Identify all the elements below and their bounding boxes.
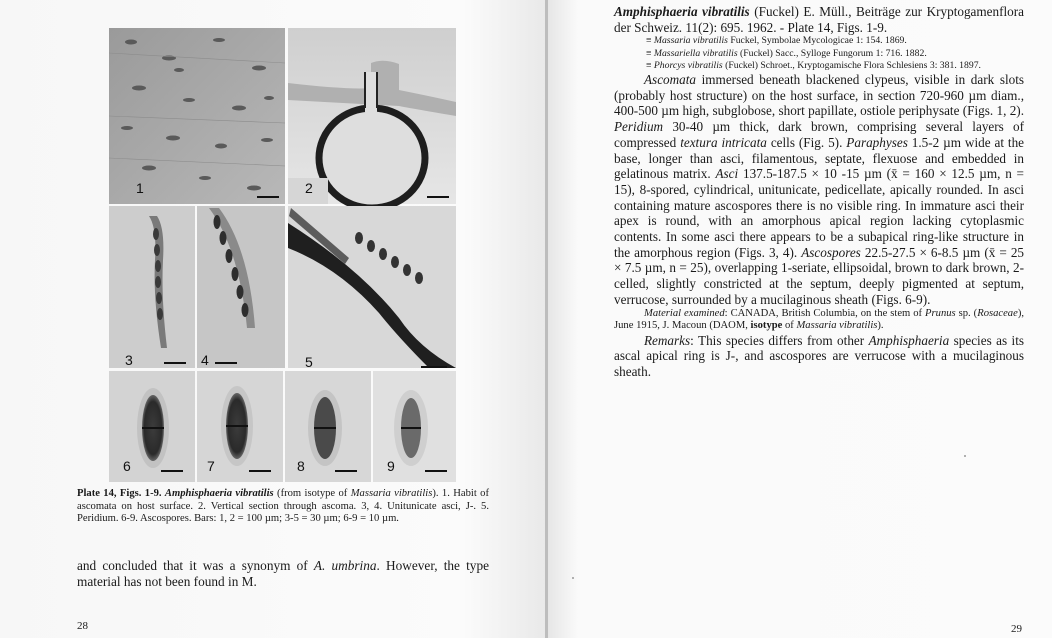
species-heading [614,4,1024,35]
panel-2-ascoma-section [288,28,456,208]
panel-label-7: 7 [207,458,215,474]
scale-bar-5 [421,366,447,368]
material-text: ), June 1915, J. Macoun (DAOM, [614,307,1024,332]
peridium-texture: textura intricata [680,134,767,150]
heading-species: Amphisphaeria vibratilis [614,4,750,19]
synonym-name: Phorcys vibratilis [653,59,723,71]
panel-label-5: 5 [305,354,313,370]
panel-9-ascospore [373,371,456,482]
paraphyses-label: Paraphyses [846,134,908,150]
panel-4-ascus [197,206,285,368]
scale-bar-4 [215,362,237,364]
synonym-1 [614,35,1024,47]
remarks [614,333,1024,380]
panel-label-8: 8 [297,458,305,474]
material-text: sp. ( [958,307,978,319]
peridium-label: Peridium [614,119,664,135]
caption-species: Amphisphaeria vibratilis [164,488,274,499]
scale-bar-8 [335,470,357,472]
page-number-right: 29 [1011,623,1022,635]
panel-label-4: 4 [201,352,209,368]
remarks-genus: Amphisphaeria [868,332,950,348]
plate-figure [109,28,456,482]
material-host: Prunus [925,307,956,319]
scale-bar-1 [257,196,279,198]
heading-authority: (Fuckel) E. Müll., Beiträge zur Kryptogamenflora der Schweiz. 11(2): 695. 1962. - Plate 14, Figs. 1-9. [614,4,1025,35]
synonym-sign: ≡ [646,59,652,71]
peridium-text-end: cells (Fig. 5). [770,134,843,150]
ascomata-text: immersed beneath blackened clypeus, visible in dark slots (probably host structure) on the host surface, in section 720-960 µm diam., 400-500 µm high, subglobose, short papillate, ostiole periphysate (Figs. 1, 2). [614,72,1025,119]
panel-1-host-surface [109,28,285,204]
page-speck [964,455,966,457]
material-examined [614,308,1024,333]
scale-bar-9 [425,470,447,472]
synonym-3 [614,60,1024,72]
material-text: : CANADA, British Columbia, on the stem of [724,307,923,319]
remarks-text: species as its ascal apical ring is J-, and ascospores are verrucose with a mucilaginous sheath. [614,332,1025,380]
synonym-citation: (Fuckel) Sacc., Sylloge Fungorum 1: 716. 1882. [740,47,927,59]
panel-6-ascospore [109,371,195,482]
panel-label-6: 6 [123,458,131,474]
panel-label-1: 1 [136,180,144,196]
synonym-name: Massaria vibratilis [653,35,728,47]
panel-label-2: 2 [305,180,313,196]
material-text: of [784,320,794,332]
peridium-text: 30-40 µm thick, dark brown, comprising several layers of compressed [614,119,1024,150]
figure-caption [77,488,489,526]
right-page [548,0,1052,638]
synonym-2 [614,48,1024,60]
panel-3-ascus [109,206,195,368]
asci-text: 137.5-187.5 × 10 -15 µm (x̄ = 160 × 12.5 µm, n = 15), 8-spored, cylindrical, unitunicate, pedicellate, apically rounded. In asci containing mature ascospores there is no visible ring. In immature asci their apex is round, with an amorphous apical region lacking cytoplasmic contents. In some asci there appears to be a subapical ring-like structure in the amorphous region (Figs. 3, 4). [614,166,1024,260]
ascomata-label: Ascomata [644,72,697,88]
scale-bar-2 [427,196,449,198]
caption-isotype-species: Massaria vibratilis [350,488,433,499]
page-speck [572,577,574,579]
remarks-label: Remarks [644,332,691,348]
species-description [614,4,1024,380]
panel-label-9: 9 [387,458,395,474]
caption-rest: ). 1. Habit of ascomata on host surface. 2. Vertical section through ascoma. 3, 4. Unitunicate asci, J-. 5. Peridium. 6-9. Ascospores. Bars: 1, 2 = 100 µm; 3-5 = 30 µm; 6-9 = 10 µm. [77,488,489,525]
scale-bar-7 [249,470,271,472]
panel-5-peridium [288,206,456,368]
synonym-sign: ≡ [646,47,652,59]
left-body-species: A. umbrina [313,558,377,573]
left-body-text [77,558,489,590]
caption-plate-label: Plate 14, Figs. 1-9. [77,488,162,499]
synonym-name: Massariella vibratilis [653,47,738,59]
asci-label: Asci [715,166,739,182]
paraphyses-text: 1.5-2 µm wide at the base, longer than asci, filamentous, septate, flexuose and embedded in gelatinous matrix. [614,134,1025,182]
panel-label-3: 3 [125,352,133,368]
page-number-left: 28 [77,620,88,632]
ascospores-text: 22.5-27.5 × 6-8.5 µm (x̄ = 25 × 7.5 µm, n = 25), overlapping 1-seriate, ellipsoidal, brown to dark brown, 2-celled, slightly constricted at the septum, deeply pigmented at septum, verrucose, surrounded by a mucilaginous sheath (Figs. 6-9). [614,244,1025,307]
description-paragraph [614,72,1024,308]
left-body-before: and concluded that it was a synonym of [77,558,308,573]
ascospores-label: Ascospores [801,244,861,260]
scale-bar-6 [161,470,183,472]
synonym-sign: ≡ [646,35,652,47]
plate-graphics [109,28,456,482]
remarks-text: : This species differs from other [690,332,865,348]
material-family: Rosaceae [977,307,1018,319]
synonym-citation: Fuckel, Symbolae Mycologicae 1: 154. 1869. [730,35,907,47]
material-text: ). [877,320,884,332]
scale-bar-3 [164,362,186,364]
left-body-after: . However, the type material has not been found in M. [77,558,490,589]
material-label: Material examined [644,307,725,319]
material-type-name: Massaria vibratilis [796,320,878,332]
material-isotype: isotype [750,320,783,332]
synonym-citation: (Fuckel) Schroet., Kryptogamische Flora Schlesiens 3: 381. 1897. [725,59,981,71]
caption-from: (from isotype of [277,488,348,499]
